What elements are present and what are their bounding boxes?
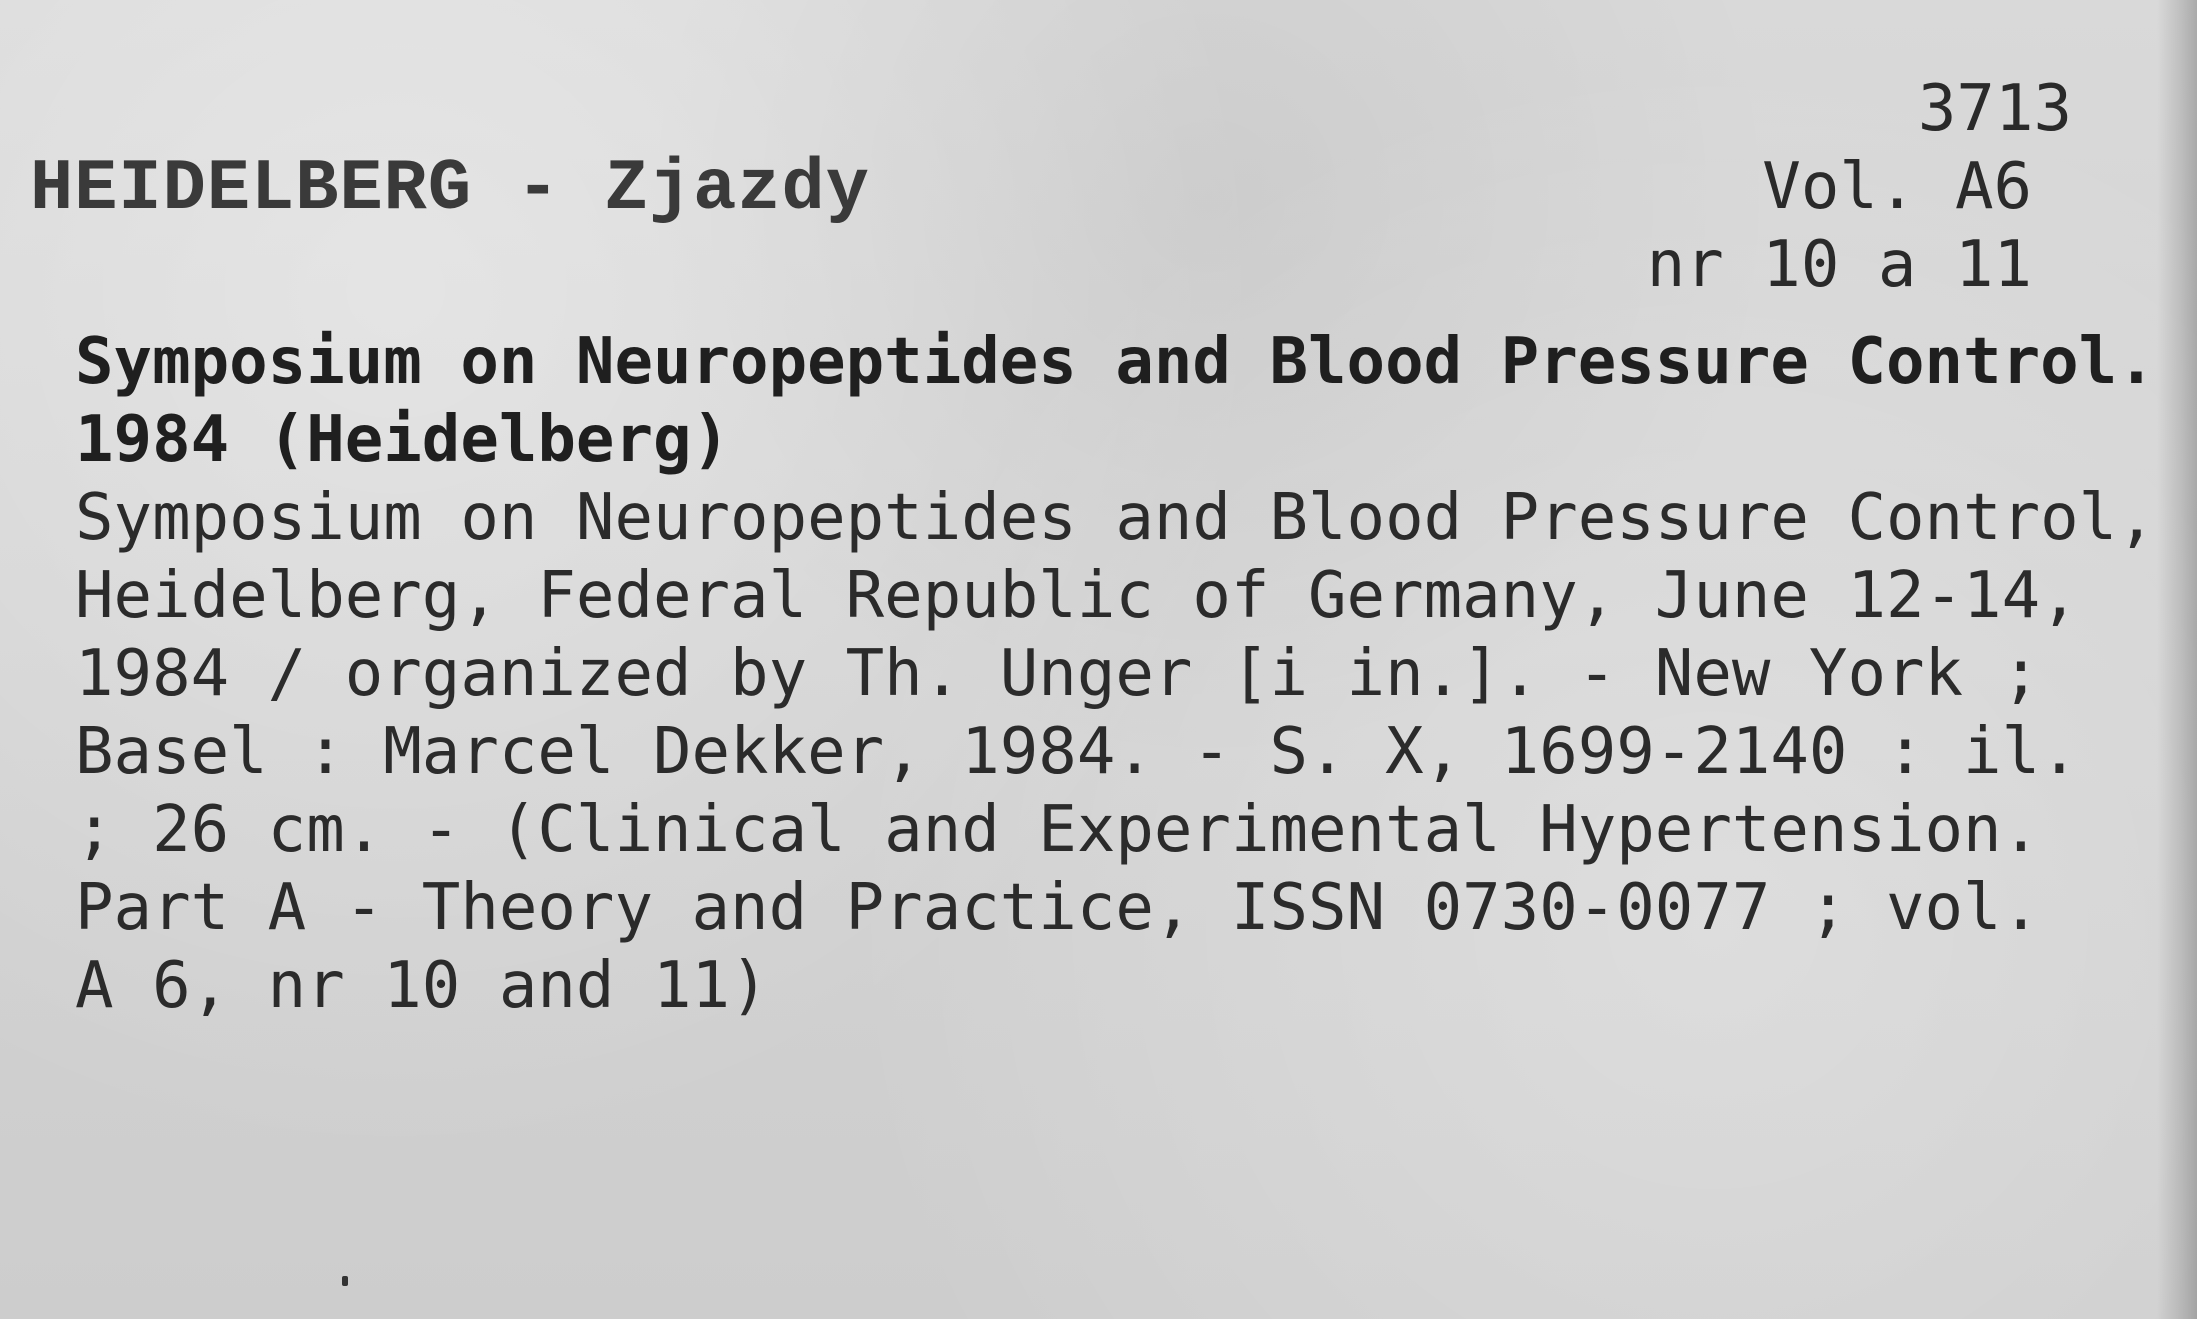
ink-speck bbox=[342, 1276, 348, 1286]
description-line-5: ; 26 cm. - (Clinical and Experimental Hypertension. bbox=[75, 793, 2041, 867]
subject-heading: HEIDELBERG - Zjazdy bbox=[30, 148, 870, 230]
call-number-block bbox=[1646, 70, 2072, 304]
card-edge-shadow bbox=[2157, 0, 2197, 1319]
description-line-2: Heidelberg, Federal Republic of Germany, June 12-14, bbox=[75, 559, 2079, 633]
description-line-7: A 6, nr 10 and 11) bbox=[75, 949, 769, 1023]
description-line-1: Symposium on Neuropeptides and Blood Pressure Control, bbox=[75, 481, 2156, 555]
issue-numbers: nr 10 a 11 bbox=[1646, 228, 2032, 302]
description-line-3: 1984 / organized by Th. Unger [i in.]. - New York ; bbox=[75, 637, 2041, 711]
description-line-4: Basel : Marcel Dekker, 1984. - S. X, 1699-2140 : il. bbox=[75, 715, 2079, 789]
call-number: 3713 bbox=[1917, 72, 2072, 146]
record-body bbox=[75, 323, 2155, 1025]
title-entry-line-1: Symposium on Neuropeptides and Blood Pressure Control. bbox=[75, 325, 2156, 399]
title-entry-line-2: 1984 (Heidelberg) bbox=[75, 403, 731, 477]
volume-label: Vol. A6 bbox=[1762, 150, 2032, 224]
description-line-6: Part A - Theory and Practice, ISSN 0730-0077 ; vol. bbox=[75, 871, 2041, 945]
